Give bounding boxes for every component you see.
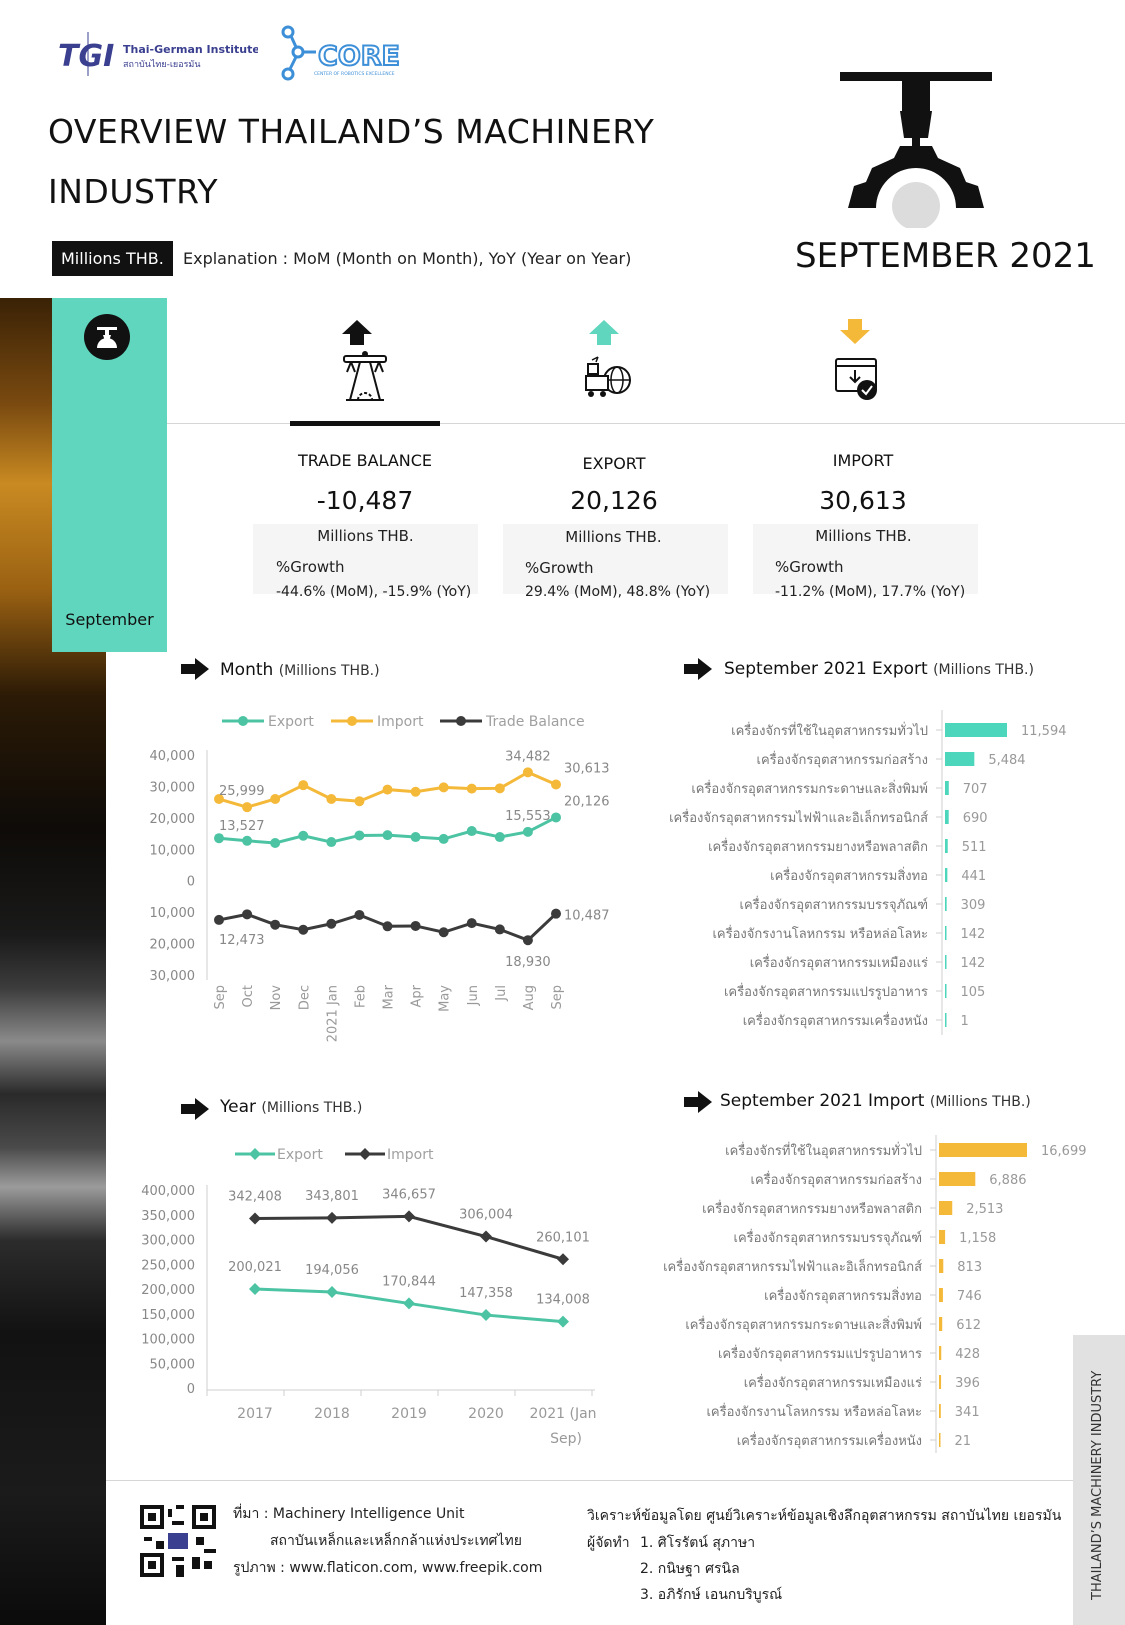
- category-label: เครื่องจักรอุตสาหกรรมแปรรูปอาหาร: [723, 985, 928, 1000]
- card-unit-import: Millions THB.: [815, 527, 912, 545]
- category-label: เครื่องจักรที่ใช้ในอุตสาหกรรมทั่วไป: [731, 724, 928, 739]
- legend-marker-trade-balance: [456, 716, 466, 726]
- bar-value-label: 21: [954, 1434, 972, 1449]
- data-point-trade-balance: [298, 925, 308, 935]
- category-label: เครื่องจักรอุตสาหกรรมกระดาษและสิ่งพิมพ์: [685, 1318, 922, 1333]
- card-value-import: 30,613: [819, 486, 907, 515]
- legend-marker-import: [347, 716, 357, 726]
- bar-value-label: 142: [960, 956, 986, 971]
- data-label: 10,487: [564, 908, 610, 924]
- data-point-export: [557, 1316, 569, 1328]
- data-point-trade-balance: [523, 935, 533, 945]
- category-label: เครื่องจักรอุตสาหกรรมเหมืองแร่: [743, 1376, 922, 1391]
- data-point-import: [354, 796, 364, 806]
- section-title-import-bars-sub: (Millions THB.): [929, 1094, 1031, 1110]
- card-growth-import: -11.2% (MoM), 17.7% (YoY): [775, 584, 966, 600]
- card-title-trade-balance: TRADE BALANCE: [297, 451, 433, 470]
- category-label: เครื่องจักรอุตสาหกรรมยางหรือพลาสติก: [702, 1202, 922, 1217]
- card-growth-label-trade-balance: %Growth: [276, 558, 345, 576]
- data-point-export: [467, 826, 477, 836]
- core-logo: [278, 24, 418, 88]
- data-point-import: [557, 1253, 569, 1265]
- bar: [939, 1230, 945, 1244]
- footer-authors-label: ผู้จัดทำ: [587, 1535, 630, 1551]
- y-tick-label: 350,000: [141, 1208, 195, 1224]
- data-point-export: [383, 830, 393, 840]
- x-tick-label: Sep: [213, 985, 228, 1010]
- footer-author-1: 1. ศิโรรัตน์ สุภาษา: [640, 1535, 756, 1551]
- bar: [945, 984, 947, 998]
- bar-value-label: 813: [957, 1260, 983, 1275]
- export-bar-chart: [620, 710, 1090, 1040]
- bar: [945, 810, 949, 824]
- footer-divider: [106, 1480, 1073, 1481]
- legend-marker-export: [249, 1148, 261, 1160]
- x-tick-label: 2021 (Jan: [529, 1406, 597, 1422]
- import-arrow-down-icon: [838, 318, 872, 350]
- y-tick-label: 200,000: [141, 1283, 195, 1298]
- category-label: เครื่องจักรอุตสาหกรรมไฟฟ้าและอิเล็กทรอนิกส์: [669, 811, 928, 826]
- data-label: 13,527: [219, 819, 265, 835]
- bar: [939, 1288, 943, 1302]
- y-tick-label: 30,000: [149, 780, 195, 796]
- x-tick-label: Apr: [409, 985, 425, 1008]
- x-tick-label: 2019: [391, 1406, 427, 1422]
- footer-images: รูปภาพ : www.flaticon.com, www.freepik.com: [233, 1560, 543, 1576]
- bar: [939, 1317, 942, 1331]
- data-point-export: [480, 1309, 492, 1321]
- category-label: เครื่องจักรงานโลหกรรม หรือหล่อโลหะ: [706, 1405, 922, 1420]
- y-tick-label: 40,000: [149, 749, 195, 764]
- bar-value-label: 11,594: [1021, 724, 1067, 739]
- data-point-import: [242, 802, 252, 812]
- x-tick-label: Aug: [521, 985, 537, 1011]
- category-label: เครื่องจักรอุตสาหกรรมก่อสร้าง: [756, 753, 928, 768]
- section-title-year: [220, 1097, 362, 1117]
- category-label: เครื่องจักรงานโลหกรรม หรือหล่อโลหะ: [712, 927, 928, 942]
- category-label: เครื่องจักรที่ใช้ในอุตสาหกรรมทั่วไป: [725, 1144, 922, 1159]
- data-point-trade-balance: [467, 918, 477, 928]
- y-tick-label: 10,000: [149, 906, 195, 922]
- machinery-gear-icon: [840, 68, 1000, 232]
- tgi-logo-name-en: Thai-German Institute: [123, 43, 258, 56]
- data-label: 12,473: [219, 932, 265, 948]
- page-title-line1: OVERVIEW THAILAND’S MACHINERY: [48, 112, 655, 151]
- legend-label-import: Import: [387, 1147, 434, 1163]
- series-line-import: [255, 1216, 563, 1259]
- bar: [939, 1433, 941, 1447]
- month-panel: [52, 298, 167, 652]
- category-label: เครื่องจักรอุตสาหกรรมสิ่งทอ: [770, 869, 928, 884]
- bar: [939, 1259, 943, 1273]
- y-tick-label: 30,000: [149, 969, 195, 984]
- category-label: เครื่องจักรอุตสาหกรรมแปรรูปอาหาร: [717, 1347, 922, 1362]
- export-arrow-up-icon: [587, 318, 621, 350]
- section-arrow-icon: [684, 658, 712, 684]
- x-tick-label: Mar: [381, 985, 397, 1010]
- bar: [939, 1201, 952, 1215]
- tgi-logo-mark: TGI: [58, 39, 115, 74]
- y-tick-label: 400,000: [141, 1184, 195, 1199]
- y-tick-label: 300,000: [141, 1233, 195, 1249]
- bar-value-label: 690: [962, 811, 988, 826]
- bar: [945, 955, 947, 969]
- bar-value-label: 16,699: [1041, 1144, 1087, 1159]
- data-point-export: [298, 831, 308, 841]
- card-growth-label-export: %Growth: [525, 559, 594, 577]
- bar: [939, 1375, 941, 1389]
- data-point-trade-balance: [326, 919, 336, 929]
- category-label: เครื่องจักรอุตสาหกรรมสิ่งทอ: [764, 1289, 922, 1304]
- card-title-import: IMPORT: [832, 451, 894, 470]
- section-arrow-icon: [684, 1091, 712, 1117]
- section-title-export-bars-sub: (Millions THB.): [933, 662, 1034, 678]
- card-unit-export: Millions THB.: [565, 528, 662, 546]
- bar-value-label: 142: [960, 927, 986, 942]
- data-label: 260,101: [536, 1230, 590, 1246]
- card-growth-label-import: %Growth: [775, 558, 844, 576]
- data-label: 15,553: [505, 808, 551, 824]
- data-point-trade-balance: [495, 924, 505, 934]
- bar: [945, 723, 1007, 737]
- bar-value-label: 396: [955, 1376, 980, 1391]
- footer-source-org: สถาบันเหล็กและเหล็กกล้าแห่งประเทศไทย: [270, 1533, 522, 1549]
- section-title-year-text: Year: [220, 1097, 256, 1117]
- card-title-export: EXPORT: [582, 454, 646, 473]
- footer-source: ที่มา : Machinery Intelligence Unit: [233, 1506, 465, 1522]
- bar: [939, 1143, 1027, 1157]
- data-point-export: [242, 836, 252, 846]
- bar-value-label: 612: [956, 1318, 982, 1333]
- category-label: เครื่องจักรอุตสาหกรรมบรรจุภัณฑ์: [739, 898, 928, 913]
- footer-author-3: 3. อภิรักษ์ เอนกบริบูรณ์: [640, 1587, 783, 1603]
- section-title-export-bars: [724, 659, 1034, 679]
- category-label: เครื่องจักรอุตสาหกรรมบรรจุภัณฑ์: [733, 1231, 922, 1246]
- category-label: เครื่องจักรอุตสาหกรรมเครื่องหนัง: [736, 1434, 922, 1449]
- bar-value-label: 428: [955, 1347, 981, 1362]
- bar: [939, 1404, 941, 1418]
- x-tick-label: Oct: [241, 985, 257, 1008]
- data-point-import: [249, 1213, 261, 1225]
- bar-value-label: 1,158: [959, 1231, 997, 1246]
- data-point-export: [326, 1286, 338, 1298]
- x-tick-label: Sep): [550, 1431, 582, 1447]
- card-unit-trade-balance: Millions THB.: [317, 527, 414, 545]
- bar-value-label: 309: [960, 898, 986, 913]
- core-logo-sub: CENTER OF ROBOTICS EXCELLENCE: [314, 72, 395, 77]
- x-tick-label: Feb: [353, 985, 369, 1009]
- side-vertical-text: THAILAND’S MACHINERY INDUSTRY: [1090, 1370, 1105, 1600]
- legend-marker-import: [359, 1148, 371, 1160]
- category-label: เครื่องจักรอุตสาหกรรมกระดาษและสิ่งพิมพ์: [691, 782, 928, 797]
- page-title-line2: INDUSTRY: [48, 172, 219, 211]
- data-point-import: [326, 794, 336, 804]
- data-point-import: [270, 794, 280, 804]
- data-point-export: [523, 827, 533, 837]
- bar: [945, 926, 947, 940]
- data-point-import: [403, 1210, 415, 1222]
- y-tick-label: 20,000: [149, 811, 195, 827]
- data-point-import: [439, 782, 449, 792]
- section-title-month-text: Month: [220, 660, 274, 680]
- legend-marker-export: [238, 716, 248, 726]
- tgi-logo-name-th: สถาบันไทย-เยอรมัน: [123, 60, 201, 70]
- export-globe-icon: [584, 356, 632, 406]
- y-tick-label: 0: [186, 1382, 195, 1397]
- category-label: เครื่องจักรอุตสาหกรรมยางหรือพลาสติก: [708, 840, 928, 855]
- data-point-import: [326, 1212, 338, 1224]
- bar-value-label: 746: [956, 1289, 982, 1304]
- x-tick-label: 2018: [314, 1406, 350, 1422]
- trade-balance-arrow-up-icon: [340, 318, 374, 350]
- bar-value-label: 5,484: [988, 753, 1026, 768]
- data-point-import: [523, 767, 533, 777]
- data-label: 194,056: [305, 1262, 359, 1278]
- data-label: 134,008: [536, 1292, 590, 1308]
- data-label: 200,021: [228, 1259, 282, 1275]
- monthly-trade-line-chart: [140, 700, 620, 1060]
- bar-value-label: 441: [961, 869, 987, 884]
- card-growth-export: 29.4% (MoM), 48.8% (YoY): [525, 584, 711, 600]
- data-point-export: [495, 832, 505, 842]
- category-label: เครื่องจักรอุตสาหกรรมเครื่องหนัง: [742, 1014, 928, 1029]
- import-box-icon: [833, 356, 881, 408]
- category-label: เครื่องจักรอุตสาหกรรมเหมืองแร่: [749, 956, 928, 971]
- qr-code[interactable]: [140, 1505, 216, 1577]
- data-point-export: [214, 833, 224, 843]
- card-value-trade-balance: -10,487: [316, 486, 414, 515]
- bar-value-label: 105: [960, 985, 986, 1000]
- data-point-import: [411, 787, 421, 797]
- data-label: 147,358: [459, 1286, 513, 1302]
- data-label: 30,613: [564, 761, 610, 777]
- x-tick-label: 2017: [237, 1406, 273, 1422]
- y-tick-label: 250,000: [141, 1258, 195, 1274]
- data-label: 342,408: [228, 1189, 282, 1205]
- data-label: 343,801: [305, 1188, 359, 1204]
- y-tick-label: 150,000: [141, 1307, 195, 1323]
- data-point-export: [439, 834, 449, 844]
- section-title-year-sub: (Millions THB.): [261, 1100, 363, 1116]
- section-arrow-icon: [181, 658, 209, 684]
- data-label: 18,930: [505, 955, 551, 971]
- bar-value-label: 1: [960, 1014, 969, 1029]
- x-tick-label: Dec: [297, 985, 313, 1011]
- bar: [945, 897, 947, 911]
- bar-value-label: 707: [962, 782, 988, 797]
- legend-label-export: Export: [277, 1147, 323, 1163]
- card-value-export: 20,126: [570, 486, 658, 515]
- data-point-export: [354, 830, 364, 840]
- tgi-logo: [58, 30, 258, 84]
- card-growth-trade-balance: -44.6% (MoM), -15.9% (YoY): [276, 584, 472, 600]
- category-label: เครื่องจักรอุตสาหกรรมไฟฟ้าและอิเล็กทรอนิกส์: [663, 1260, 922, 1275]
- data-point-trade-balance: [214, 915, 224, 925]
- bar: [945, 839, 948, 853]
- section-arrow-icon: [181, 1098, 209, 1124]
- data-point-export: [551, 812, 561, 822]
- y-tick-label: 20,000: [149, 937, 195, 953]
- section-title-import-bars-text: September 2021 Import: [720, 1091, 925, 1111]
- x-tick-label: Jul: [493, 985, 509, 1001]
- footer-analysis: วิเคราะห์ข้อมูลโดย ศูนย์วิเคราะห์ข้อมูลเชิงลึกอุตสาหกรรม สถาบันไทย เยอรมัน: [587, 1508, 1062, 1524]
- data-point-trade-balance: [242, 909, 252, 919]
- legend-label-import: Import: [377, 714, 424, 730]
- units-badge: Millions THB.: [52, 241, 173, 276]
- data-label: 25,999: [219, 784, 265, 800]
- data-point-trade-balance: [551, 909, 561, 919]
- data-label: 20,126: [564, 794, 610, 810]
- yearly-trade-line-chart: [140, 1140, 620, 1450]
- bar-value-label: 341: [954, 1405, 980, 1420]
- legend-label-export: Export: [268, 714, 314, 730]
- bar: [945, 1013, 947, 1027]
- y-tick-label: 100,000: [141, 1332, 195, 1348]
- data-label: 170,844: [382, 1274, 436, 1290]
- y-tick-label: 10,000: [149, 843, 195, 859]
- bar-value-label: 6,886: [989, 1173, 1027, 1188]
- data-label: 34,482: [505, 749, 551, 765]
- legend-label-trade-balance: Trade Balance: [486, 714, 585, 730]
- data-point-trade-balance: [270, 920, 280, 930]
- data-point-export: [326, 837, 336, 847]
- data-point-trade-balance: [354, 910, 364, 920]
- x-tick-label: 2020: [468, 1406, 504, 1422]
- x-tick-label: May: [437, 985, 453, 1012]
- data-point-export: [249, 1283, 261, 1295]
- data-label: 346,657: [382, 1187, 436, 1203]
- explanation-text: Explanation : MoM (Month on Month), YoY (Year on Year): [183, 249, 632, 268]
- section-title-month-sub: (Millions THB.): [278, 663, 380, 679]
- data-label: 306,004: [459, 1207, 513, 1223]
- data-point-trade-balance: [439, 927, 449, 937]
- data-point-export: [411, 832, 421, 842]
- bar: [945, 781, 949, 795]
- core-logo-mark: CORE: [318, 41, 401, 72]
- x-tick-label: Jun: [465, 985, 481, 1006]
- data-point-import: [298, 780, 308, 790]
- section-title-import-bars: [720, 1091, 1031, 1111]
- data-point-trade-balance: [411, 921, 421, 931]
- y-tick-label: 0: [186, 874, 195, 890]
- category-label: เครื่องจักรอุตสาหกรรมก่อสร้าง: [750, 1173, 922, 1188]
- period-title: SEPTEMBER 2021: [795, 236, 1096, 276]
- bar: [945, 752, 974, 766]
- data-point-import: [467, 784, 477, 794]
- bar: [939, 1346, 941, 1360]
- data-point-import: [495, 783, 505, 793]
- balance-scale-icon: [342, 350, 388, 408]
- data-point-import: [551, 780, 561, 790]
- machine-head-icon: [84, 314, 130, 360]
- x-tick-label: 2021 Jan: [325, 985, 341, 1043]
- bar: [939, 1172, 975, 1186]
- bar: [945, 868, 947, 882]
- bar-value-label: 2,513: [966, 1202, 1004, 1217]
- data-point-import: [383, 785, 393, 795]
- y-tick-label: 50,000: [149, 1357, 195, 1373]
- data-point-export: [403, 1297, 415, 1309]
- import-bar-chart: [620, 1135, 1090, 1455]
- data-point-trade-balance: [383, 921, 393, 931]
- month-label: September: [65, 610, 154, 629]
- data-point-import: [480, 1231, 492, 1243]
- x-tick-label: Sep: [550, 985, 565, 1010]
- bar-value-label: 511: [961, 840, 987, 855]
- footer-author-2: 2. กนิษฐา ศรนิล: [640, 1561, 740, 1577]
- section-title-month: [220, 660, 380, 680]
- section-title-export-bars-text: September 2021 Export: [724, 659, 928, 679]
- x-tick-label: Nov: [269, 985, 285, 1011]
- active-card-indicator: [290, 421, 440, 426]
- data-point-export: [270, 838, 280, 848]
